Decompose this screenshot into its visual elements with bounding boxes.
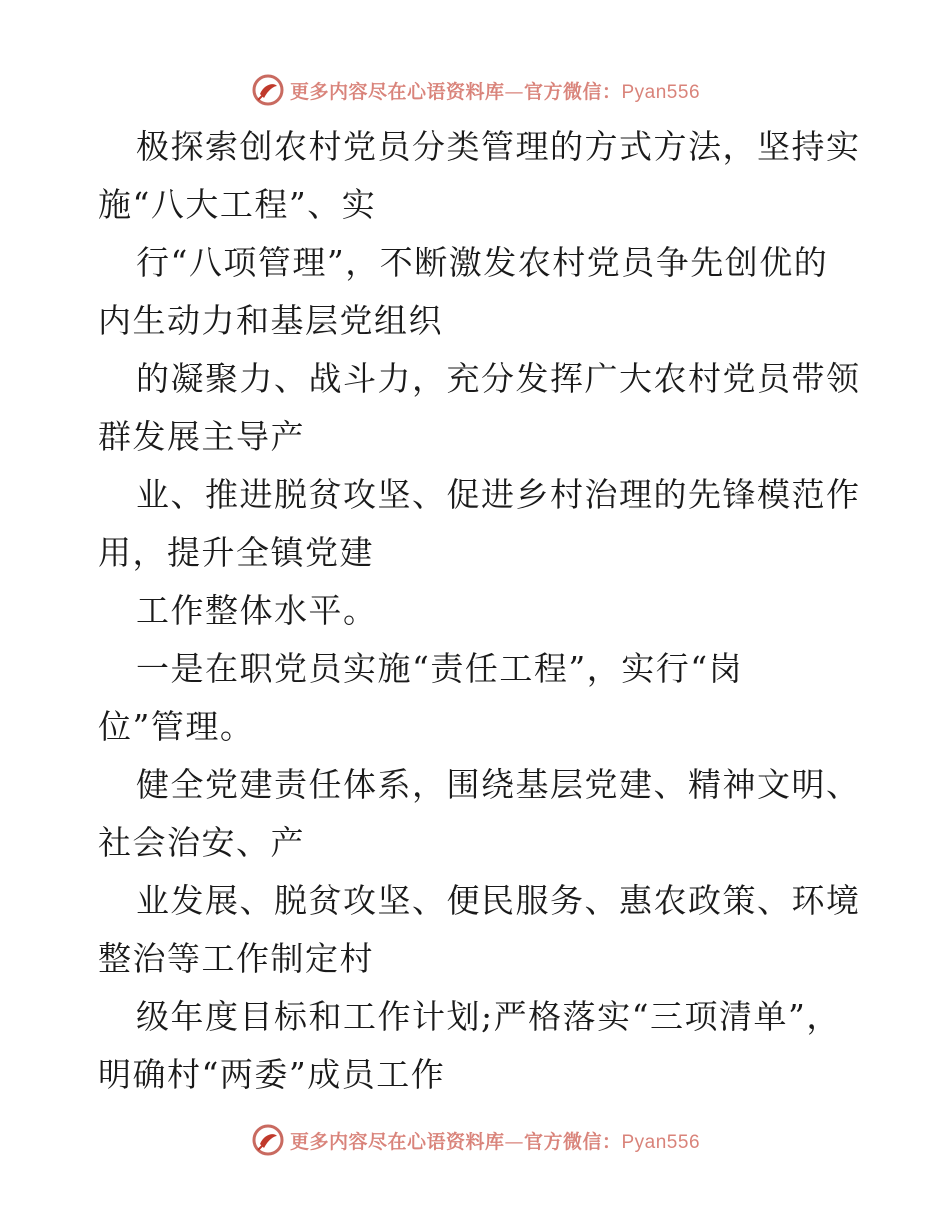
text-line: 群发展主导产 <box>98 417 305 456</box>
text-line: 健全党建责任体系，围绕基层党建、精神文明、 <box>136 765 861 804</box>
text-line: 工作整体水平。 <box>136 591 378 630</box>
paragraph <box>98 756 861 872</box>
text-line: 内生动力和基层党组织 <box>98 301 443 340</box>
text-line: 整治等工作制定村 <box>98 939 374 978</box>
watermark-header <box>0 70 950 110</box>
paragraph <box>98 350 861 466</box>
text-line: 施“八大工程”、实 <box>98 185 377 224</box>
text-line: 一是在职党员实施“责任工程”，实行“岗 <box>136 649 744 688</box>
text-line: 极探索创农村党员分类管理的方式方法，坚持实 <box>136 127 861 166</box>
watermark-footer <box>0 1120 950 1160</box>
text-line: 行“八项管理”，不断激发农村党员争先创优的 <box>136 243 829 282</box>
watermark-text: 更多内容尽在心语资料库—官方微信：Pyan556 <box>289 1130 701 1153</box>
paragraph <box>98 118 861 234</box>
text-line: 业发展、脱贫攻坚、便民服务、惠农政策、环境 <box>136 881 861 920</box>
watermark-text: 更多内容尽在心语资料库—官方微信：Pyan556 <box>289 80 701 103</box>
paragraph <box>98 988 858 1104</box>
text-line: 的凝聚力、战斗力，充分发挥广大农村党员带领 <box>136 359 861 398</box>
pen-swirl-logo-icon <box>250 72 286 108</box>
paragraph <box>98 234 858 350</box>
text-line: 位”管理。 <box>98 707 255 746</box>
text-line: 用，提升全镇党建 <box>98 533 374 572</box>
pen-swirl-logo-icon <box>250 1122 286 1158</box>
text-line: 社会治安、产 <box>98 823 305 862</box>
document-body <box>98 118 861 1104</box>
text-line: 级年度目标和工作计划;严格落实“三项清单”， <box>136 997 841 1036</box>
paragraph <box>98 872 861 988</box>
paragraph <box>98 582 858 640</box>
text-line: 明确村“两委”成员工作 <box>98 1055 446 1094</box>
paragraph <box>98 640 858 756</box>
paragraph <box>98 466 861 582</box>
text-line: 业、推进脱贫攻坚、促进乡村治理的先锋模范作 <box>136 475 861 514</box>
